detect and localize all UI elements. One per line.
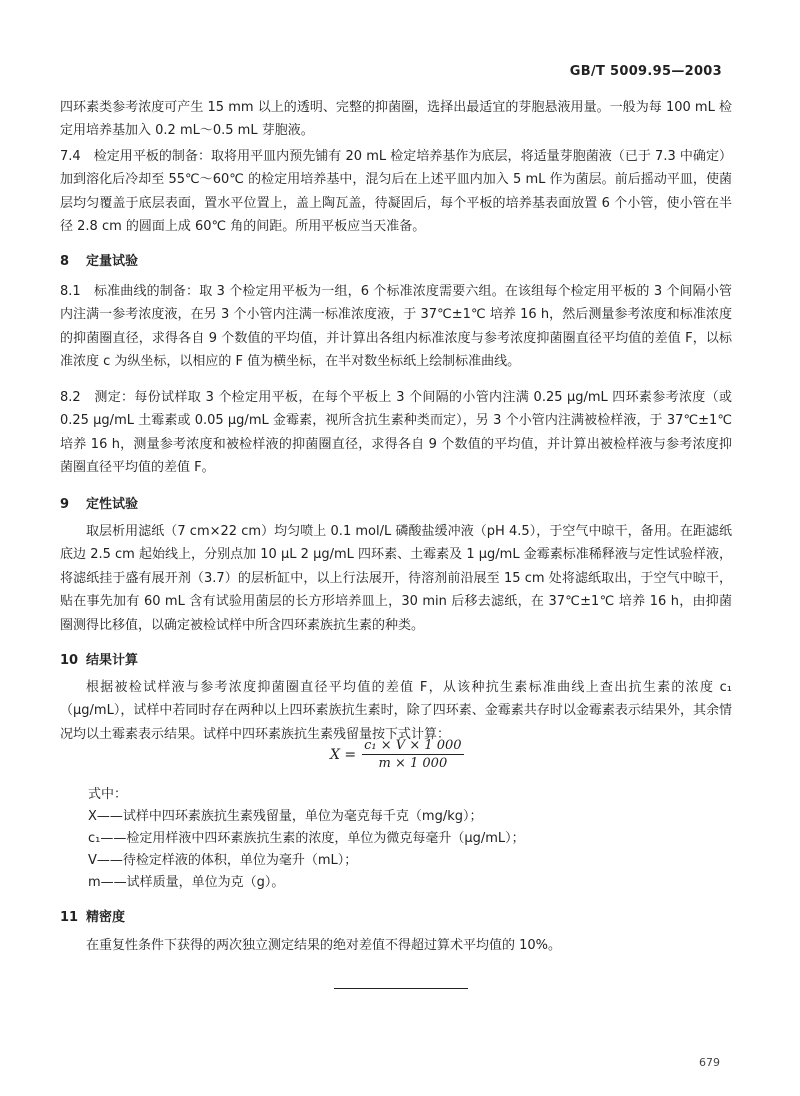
section-number: 8 (60, 254, 70, 269)
end-rule (334, 988, 468, 989)
paragraph-9: 取层析用滤纸（7 cm×22 cm）均匀喷上 0.1 mol/L 磷酸盐缓冲液（pH 4.5），于空气中晾干，备用。在距滤纸底边 2.5 cm 起始线上，分别点加 10 μL 2 μg/mL 四环素、土霉素及 1 μg/mL 金霉素标准稀释液与定性试验样液，将滤纸挂于盛有展开剂（3.7）的层析缸中，以上行法展开，待溶剂前沿展至 15 cm 处将滤纸取出，于空气中晾干，贴在事先加有 60 mL 含有试验用菌层的长方形培养皿上，30 min 后移去滤纸，在 37℃±1℃ 培养 16 h，由抑菌圈测得比移值，以确定被检试样中所含四环素族抗生素的种类。 (60, 524, 732, 633)
section-number: 9 (60, 497, 70, 512)
formula-numerator: c₁ × V × 1 000 (364, 738, 462, 753)
section-number: 11 (60, 910, 79, 925)
variable-v: V——待检定样液的体积，单位为毫升（mL）； (88, 853, 358, 868)
paragraph-10: 根据被检试样液与参考浓度抑菌圈直径平均值的差值 F，从该种抗生素标准曲线上查出抗生素的浓度 c₁（μg/mL），试样中若同时存在两种以上四环素族抗生素时，除了四环素、金霉素共存时以金霉素表示结果外，其余情况均以土霉素表示结果。试样中四环素族抗生素残留量按下式计算： (60, 680, 732, 742)
page-number: 679 (699, 1056, 720, 1069)
section-number: 10 (60, 653, 79, 668)
section-title: 定性试验 (86, 497, 139, 512)
paragraph-8-2: 8.2 测定：每份试样取 3 个检定用平板，在每个平板上 3 个间隔的小管内注满 0.25 μg/mL 四环素参考浓度（或 0.25 μg/mL 土霉素或 0.05 μg/mL 金霉素，视所含抗生素种类而定），另 3 个小管内注满被检样液，于 37℃±1℃ 培养 16 h，测量参考浓度和被检样液的抑菌圈直径，求得各自 9 个数值的平均值，并计算出被检样液与参考浓度抑菌圈直径平均值的差值 F。 (60, 390, 732, 476)
variable-c1: c₁——检定用样液中四环素族抗生素的浓度，单位为微克每毫升（μg/mL）； (88, 831, 525, 846)
variable-x: X——试样中四环素族抗生素残留量，单位为毫克每千克（mg/kg）； (88, 809, 483, 824)
formula-lhs: X = (330, 746, 357, 763)
paragraph-8-1: 8.1 标准曲线的制备：取 3 个检定用平板为一组，6 个标准浓度需要六组。在该组每个检定用平板的 3 个间隔小管内注满一参考浓度液，在另 3 个小管内注满一标准浓度液，于 37℃±1℃ 培养 16 h，然后测量参考浓度和标准浓度的抑菌圈直径，求得各自 9 个数值的平均值，并计算出各组内标准浓度与参考浓度抑菌圈直径平均值的差值 F，以标准浓度 c 为纵坐标，以相应的 F 值为横坐标，在半对数坐标纸上绘制标准曲线。 (60, 284, 732, 370)
formula-fraction (362, 738, 463, 771)
section-title: 精密度 (86, 910, 126, 925)
paragraph-spore-dosage: 四环素类参考浓度可产生 15 mm 以上的透明、完整的抑菌圈，选择出最适宜的芽胞悬液用量。一般为每 100 mL 检定用培养基加入 0.2 mL～0.5 mL 芽胞液。 (60, 100, 732, 139)
residue-formula (330, 738, 464, 771)
formula-denominator: m × 1 000 (378, 756, 448, 771)
standard-number: GB/T 5009.95—2003 (569, 64, 722, 79)
variable-m: m——试样质量，单位为克（g）。 (88, 875, 285, 890)
section-10-heading (60, 649, 138, 668)
section-9-heading (60, 493, 138, 512)
paragraph-7-4: 7.4 检定用平板的制备：取将用平皿内预先铺有 20 mL 检定培养基作为底层，将适量芽胞菌液（已于 7.3 中确定）加到溶化后冷却至 55℃～60℃ 的检定用培养基中，混匀后在上述平皿内加入 5 mL 作为菌层。前后摇动平皿，使菌层均匀覆盖于底层表面，置水平位置上，盖上陶瓦盖，待凝固后，每个平板的培养基表面放置 6 个小管，使小管在半径 2.8 cm 的圆面上成 60℃ 角的间距。所用平板应当天准备。 (60, 149, 732, 235)
section-title: 定量试验 (86, 254, 139, 269)
section-8-heading (60, 250, 138, 269)
variable-definitions (88, 784, 525, 894)
paragraph-11: 在重复性条件下获得的两次独立测定结果的绝对差值不得超过算术平均值的 10%。 (86, 938, 562, 953)
section-title: 结果计算 (86, 653, 139, 668)
where-label: 式中： (88, 787, 128, 802)
section-11-heading (60, 906, 125, 925)
